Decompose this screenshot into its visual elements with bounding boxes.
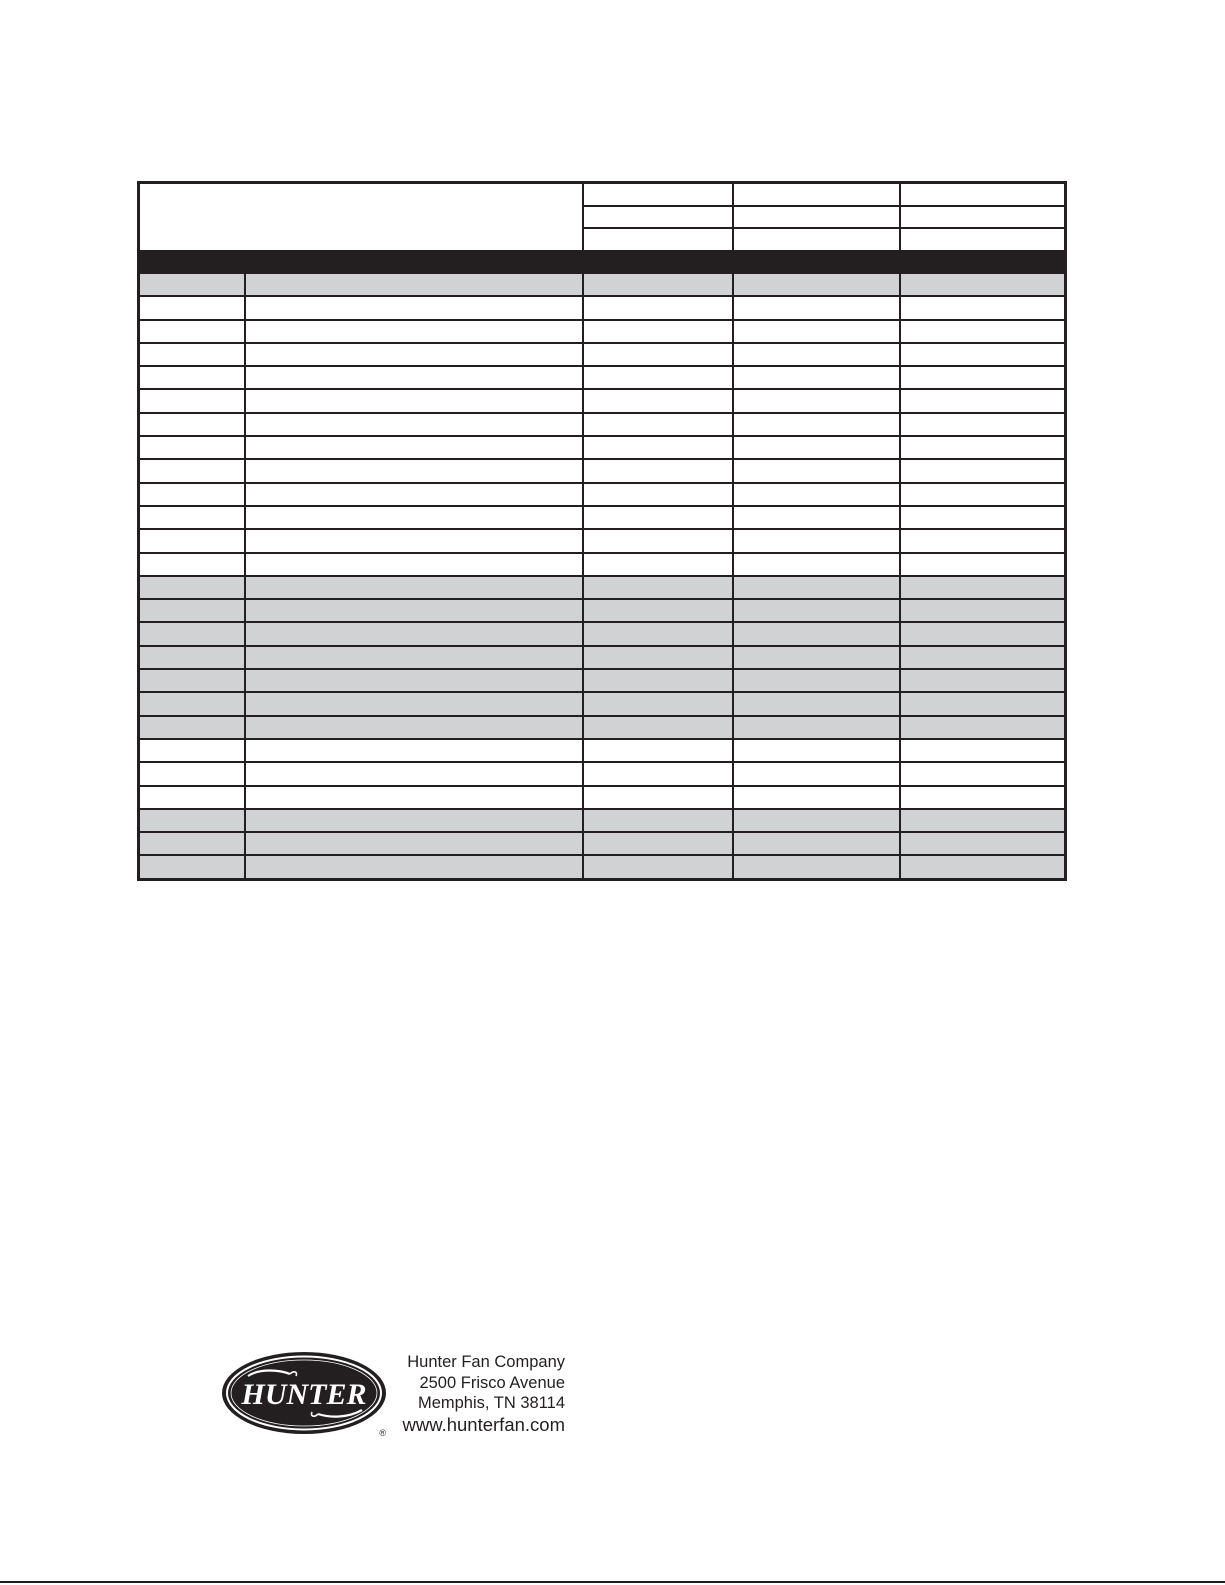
table-cell xyxy=(584,437,732,458)
table-row xyxy=(140,717,1064,738)
table-cell xyxy=(584,833,732,854)
table-cell xyxy=(246,390,582,411)
table-cell xyxy=(901,530,1064,551)
table-cell xyxy=(734,647,899,668)
header-label-cell xyxy=(140,184,582,250)
header-cell xyxy=(584,229,732,250)
company-address xyxy=(403,1352,565,1436)
table-cell xyxy=(734,414,899,435)
table-row xyxy=(140,484,1064,505)
table-cell xyxy=(734,833,899,854)
registered-mark: ® xyxy=(379,1428,386,1438)
table-cell xyxy=(584,367,732,388)
table-row xyxy=(140,321,1064,342)
table-cell xyxy=(246,321,582,342)
table-cell xyxy=(140,367,244,388)
table-cell xyxy=(901,484,1064,505)
table-cell xyxy=(584,390,732,411)
table-cell xyxy=(246,367,582,388)
table-cell xyxy=(734,344,899,365)
table-cell xyxy=(734,717,899,738)
header-cell xyxy=(584,207,732,228)
table-cell xyxy=(734,670,899,691)
table-cell xyxy=(901,670,1064,691)
table-cell xyxy=(246,414,582,435)
table-cell xyxy=(140,787,244,808)
table-cell xyxy=(584,414,732,435)
header-cell xyxy=(584,184,732,205)
table-cell xyxy=(140,344,244,365)
table-cell xyxy=(584,484,732,505)
table-cell xyxy=(140,670,244,691)
header-cell xyxy=(901,184,1064,205)
table-header xyxy=(140,184,1064,250)
table-cell xyxy=(140,390,244,411)
table-cell xyxy=(901,414,1064,435)
table-cell xyxy=(246,344,582,365)
table-row xyxy=(140,274,1064,295)
table-cell xyxy=(140,810,244,831)
street-address: 2500 Frisco Avenue xyxy=(419,1373,565,1392)
table-cell xyxy=(734,530,899,551)
table-cell xyxy=(140,554,244,575)
table-cell xyxy=(901,856,1064,877)
table-cell xyxy=(901,833,1064,854)
table-cell xyxy=(246,810,582,831)
table-cell xyxy=(901,554,1064,575)
table-cell xyxy=(140,577,244,598)
table-row xyxy=(140,414,1064,435)
table-cell xyxy=(584,693,732,714)
table-row xyxy=(140,810,1064,831)
table-row xyxy=(140,600,1064,621)
table-cell xyxy=(246,740,582,761)
table-cell xyxy=(901,577,1064,598)
table-row xyxy=(140,390,1064,411)
table-cell xyxy=(246,460,582,481)
table-cell xyxy=(734,577,899,598)
table-cell xyxy=(246,856,582,877)
table-cell xyxy=(734,484,899,505)
logo-text: HUNTER xyxy=(241,1378,367,1411)
table-cell xyxy=(246,577,582,598)
table-cell xyxy=(901,297,1064,318)
table-cell xyxy=(734,321,899,342)
table-cell xyxy=(246,600,582,621)
table-cell xyxy=(584,274,732,295)
header-row xyxy=(584,184,1064,205)
table-cell xyxy=(734,856,899,877)
table-cell xyxy=(901,647,1064,668)
table-cell xyxy=(901,274,1064,295)
table-cell xyxy=(901,460,1064,481)
table-cell xyxy=(584,321,732,342)
table-cell xyxy=(901,507,1064,528)
table-cell xyxy=(246,530,582,551)
table-cell xyxy=(901,344,1064,365)
table-row xyxy=(140,856,1064,877)
table-cell xyxy=(901,693,1064,714)
table-cell xyxy=(901,367,1064,388)
table-cell xyxy=(734,787,899,808)
company-footer xyxy=(220,1350,565,1440)
table-cell xyxy=(584,600,732,621)
table-cell xyxy=(140,623,244,644)
table-cell xyxy=(140,414,244,435)
table-cell xyxy=(734,623,899,644)
table-cell xyxy=(246,693,582,714)
table-cell xyxy=(901,390,1064,411)
table-cell xyxy=(584,787,732,808)
header-cell xyxy=(734,207,899,228)
table-cell xyxy=(140,763,244,784)
table-cell xyxy=(584,530,732,551)
table-row xyxy=(140,344,1064,365)
table-cell xyxy=(734,437,899,458)
table-cell xyxy=(140,647,244,668)
table-cell xyxy=(140,856,244,877)
table-cell xyxy=(246,647,582,668)
table-cell xyxy=(734,763,899,784)
table-cell xyxy=(140,600,244,621)
table-row xyxy=(140,530,1064,551)
header-cell xyxy=(734,229,899,250)
table-cell xyxy=(901,437,1064,458)
table-cell xyxy=(901,763,1064,784)
table-cell xyxy=(901,810,1064,831)
table-cell xyxy=(140,717,244,738)
table-cell xyxy=(246,787,582,808)
table-row xyxy=(140,740,1064,761)
table-cell xyxy=(734,554,899,575)
table-cell xyxy=(734,810,899,831)
specifications-table xyxy=(137,181,1067,881)
header-cell xyxy=(734,184,899,205)
table-cell xyxy=(734,507,899,528)
table-cell xyxy=(584,647,732,668)
table-cell xyxy=(140,693,244,714)
table-cell xyxy=(246,623,582,644)
header-sub-rows xyxy=(584,184,1064,250)
table-cell xyxy=(584,717,732,738)
table-cell xyxy=(246,437,582,458)
table-cell xyxy=(246,484,582,505)
table-cell xyxy=(246,274,582,295)
table-row xyxy=(140,670,1064,691)
table-cell xyxy=(734,693,899,714)
table-cell xyxy=(140,833,244,854)
company-name: Hunter Fan Company xyxy=(407,1353,565,1371)
table-cell xyxy=(246,670,582,691)
table-cell xyxy=(901,600,1064,621)
table-cell xyxy=(584,763,732,784)
table-cell xyxy=(584,554,732,575)
table-cell xyxy=(140,484,244,505)
header-cell xyxy=(901,207,1064,228)
table-cell xyxy=(584,344,732,365)
table-row xyxy=(140,623,1064,644)
table-cell xyxy=(734,460,899,481)
table-cell xyxy=(584,856,732,877)
table-row xyxy=(140,787,1064,808)
table-cell xyxy=(901,740,1064,761)
table-cell xyxy=(901,321,1064,342)
header-cell xyxy=(901,229,1064,250)
table-cell xyxy=(140,507,244,528)
header-row xyxy=(584,207,1064,228)
table-cell xyxy=(140,460,244,481)
table-cell xyxy=(734,367,899,388)
table-cell xyxy=(140,437,244,458)
section-header-bar xyxy=(140,250,1064,274)
table-cell xyxy=(246,507,582,528)
table-cell xyxy=(734,297,899,318)
table-row xyxy=(140,554,1064,575)
table-cell xyxy=(901,623,1064,644)
table-cell xyxy=(584,507,732,528)
table-cell xyxy=(140,274,244,295)
table-cell xyxy=(584,297,732,318)
table-row xyxy=(140,577,1064,598)
table-cell xyxy=(734,390,899,411)
table-cell xyxy=(246,763,582,784)
table-cell xyxy=(901,787,1064,808)
table-cell xyxy=(140,321,244,342)
table-cell xyxy=(734,600,899,621)
table-cell xyxy=(584,623,732,644)
table-cell xyxy=(584,577,732,598)
table-row xyxy=(140,647,1064,668)
header-row xyxy=(584,229,1064,250)
table-row xyxy=(140,763,1064,784)
table-cell xyxy=(140,740,244,761)
table-cell xyxy=(140,530,244,551)
table-row xyxy=(140,437,1064,458)
table-cell xyxy=(734,274,899,295)
city-state-zip: Memphis, TN 38114 xyxy=(417,1394,565,1412)
table-row xyxy=(140,367,1064,388)
table-cell xyxy=(584,460,732,481)
table-cell xyxy=(584,670,732,691)
table-cell xyxy=(584,740,732,761)
table-row xyxy=(140,507,1064,528)
table-cell xyxy=(246,297,582,318)
table-body xyxy=(140,274,1064,878)
table-row xyxy=(140,460,1064,481)
table-cell xyxy=(246,717,582,738)
table-cell xyxy=(140,297,244,318)
page-bottom-rule xyxy=(0,1581,1225,1583)
table-row xyxy=(140,297,1064,318)
table-cell xyxy=(246,833,582,854)
table-cell xyxy=(246,554,582,575)
table-row xyxy=(140,693,1064,714)
table-row xyxy=(140,833,1064,854)
table-cell xyxy=(734,740,899,761)
website-link[interactable]: www.hunterfan.com xyxy=(402,1413,565,1435)
hunter-logo xyxy=(220,1350,390,1438)
table-cell xyxy=(584,810,732,831)
table-cell xyxy=(901,717,1064,738)
